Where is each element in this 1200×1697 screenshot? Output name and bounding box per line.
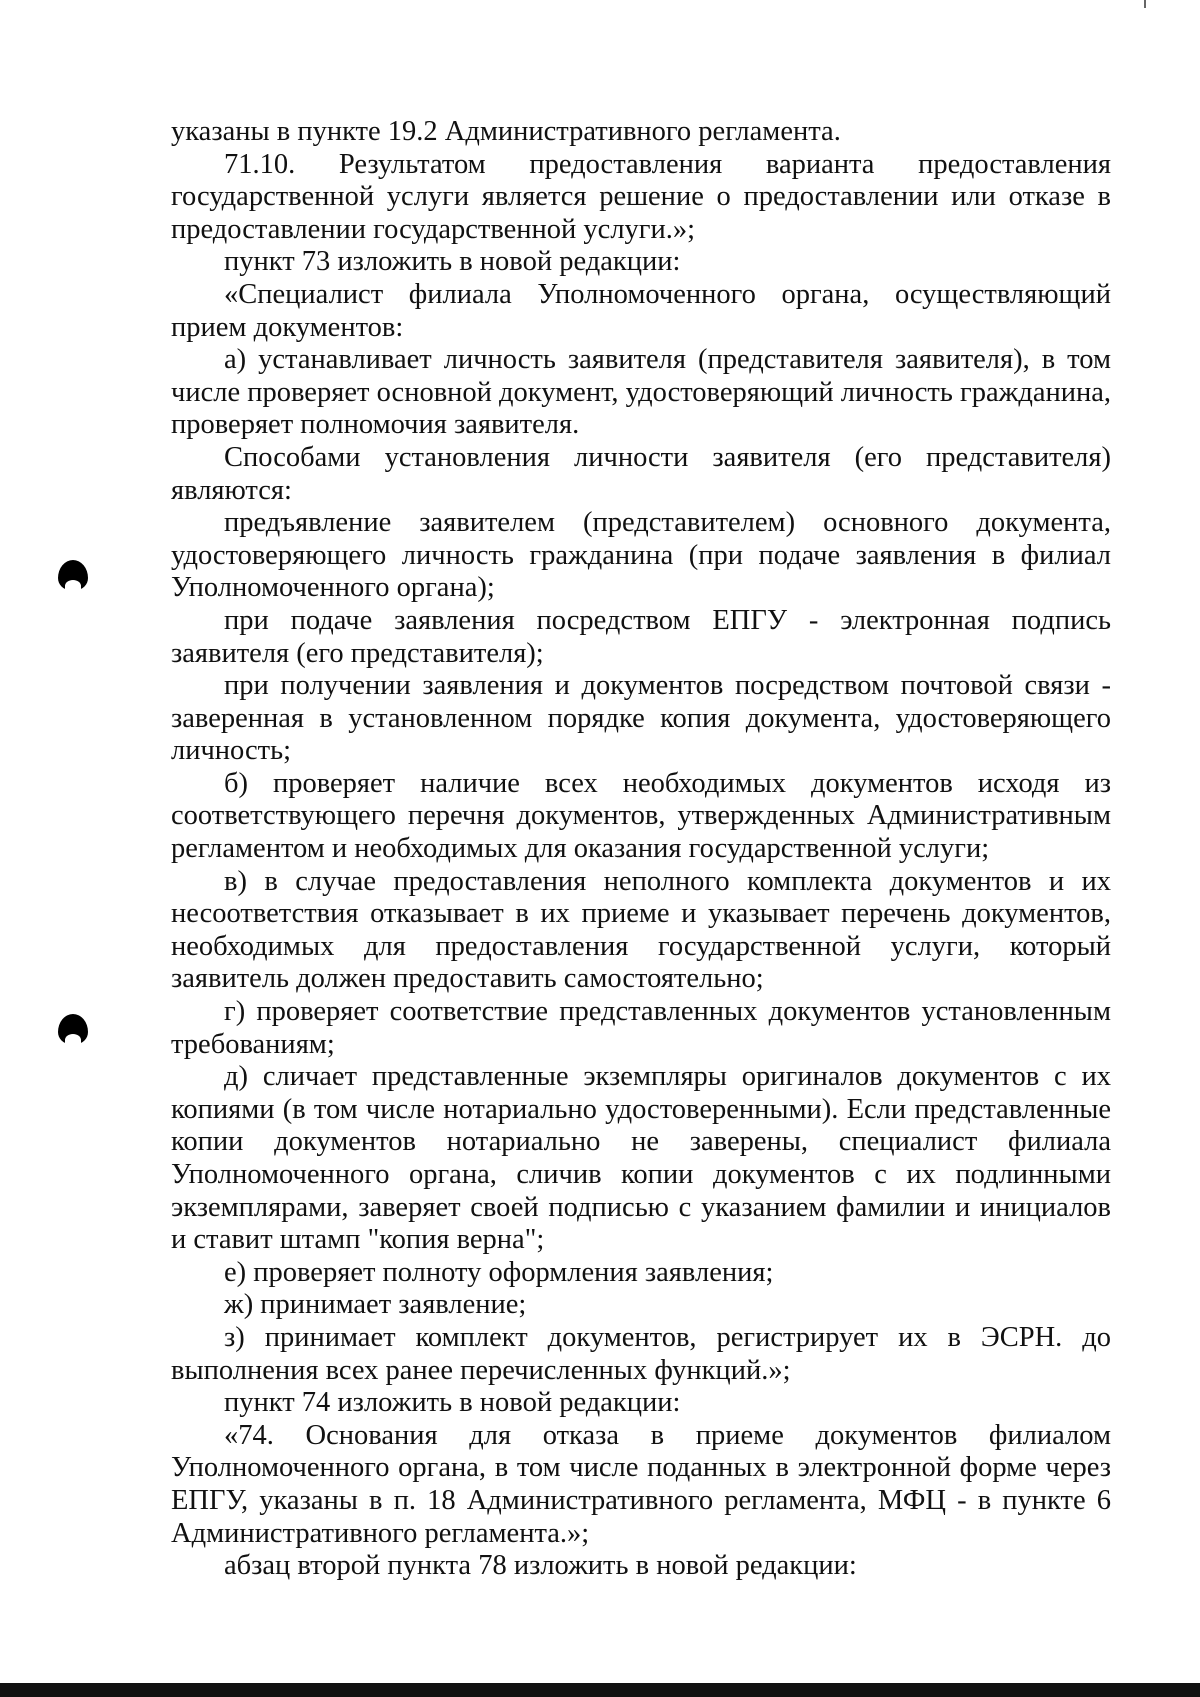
paragraph: 71.10. Результатом предоставления варианта предоставления государственной услуги является решение о предоставлении или отказе в предоставлении государственной услуги.»;: [171, 148, 1111, 245]
paragraph: з) принимает комплект документов, регистрирует их в ЭСРН. до выполнения всех ранее перечисленных функций.»;: [171, 1321, 1111, 1386]
paragraph: «Специалист филиала Уполномоченного органа, осуществляющий прием документов:: [171, 278, 1111, 343]
paragraph: д) сличает представленные экземпляры оригиналов документов с их копиями (в том числе нотариально удостоверенными). Если представленные копии документов нотариально не заверены, специалист филиала Уполномоченного органа, сличив копии документов с их подлинными экземплярами, заверяет своей подписью с указанием фамилии и инициалов и ставит штамп "копия верна";: [171, 1061, 1111, 1256]
paragraph: пункт 73 изложить в новой редакции:: [224, 246, 681, 278]
paragraph: при получении заявления и документов посредством почтовой связи - заверенная в установленном порядке копия документа, удостоверяющего личность;: [171, 670, 1111, 767]
paragraph: б) проверяет наличие всех необходимых документов исходя из соответствующего перечня документов, утвержденных Административным регламентом и необходимых для оказания государственной услуги;: [171, 767, 1111, 865]
paragraph: пункт 74 изложить в новой редакции:: [224, 1387, 681, 1419]
paragraph: указаны в пункте 19.2 Административного регламента.: [171, 116, 841, 147]
punch-hole-mark: [58, 1014, 88, 1044]
scan-top-mark: [1144, 0, 1146, 8]
paragraph: ж) принимает заявление;: [224, 1289, 527, 1321]
paragraph: в) в случае предоставления неполного комплекта документов и их несоответствия отказывает в их приеме и указывает перечень документов, необходимых для предоставления государственной услуги, который заявитель должен предоставить самостоятельно;: [171, 865, 1111, 995]
scan-bottom-edge: [0, 1683, 1200, 1697]
paragraph: а) устанавливает личность заявителя (представителя заявителя), в том числе проверяет основной документ, удостоверяющий личность гражданина, проверяет полномочия заявителя.: [171, 344, 1111, 441]
paragraph: Способами установления личности заявителя (его представителя) являются:: [171, 441, 1111, 506]
paragraph: абзац второй пункта 78 изложить в новой редакции:: [224, 1550, 857, 1582]
paragraph: предъявление заявителем (представителем) основного документа, удостоверяющего личность гражданина (при подаче заявления в филиал Уполномоченного органа);: [171, 507, 1111, 604]
paragraph: е) проверяет полноту оформления заявления;: [224, 1256, 774, 1288]
punch-hole-mark: [58, 560, 88, 590]
paragraph: г) проверяет соответствие представленных документов установленным требованиям;: [171, 996, 1111, 1060]
document-body: [171, 116, 1111, 1583]
paragraph: при подаче заявления посредством ЕПГУ - электронная подпись заявителя (его представителя);: [171, 604, 1111, 669]
paragraph: «74. Основания для отказа в приеме документов филиалом Уполномоченного органа, в том числе поданных в электронной форме через ЕПГУ, указаны в п. 18 Административного регламента, МФЦ - в пункте 6 Административного регламента.»;: [171, 1419, 1111, 1549]
